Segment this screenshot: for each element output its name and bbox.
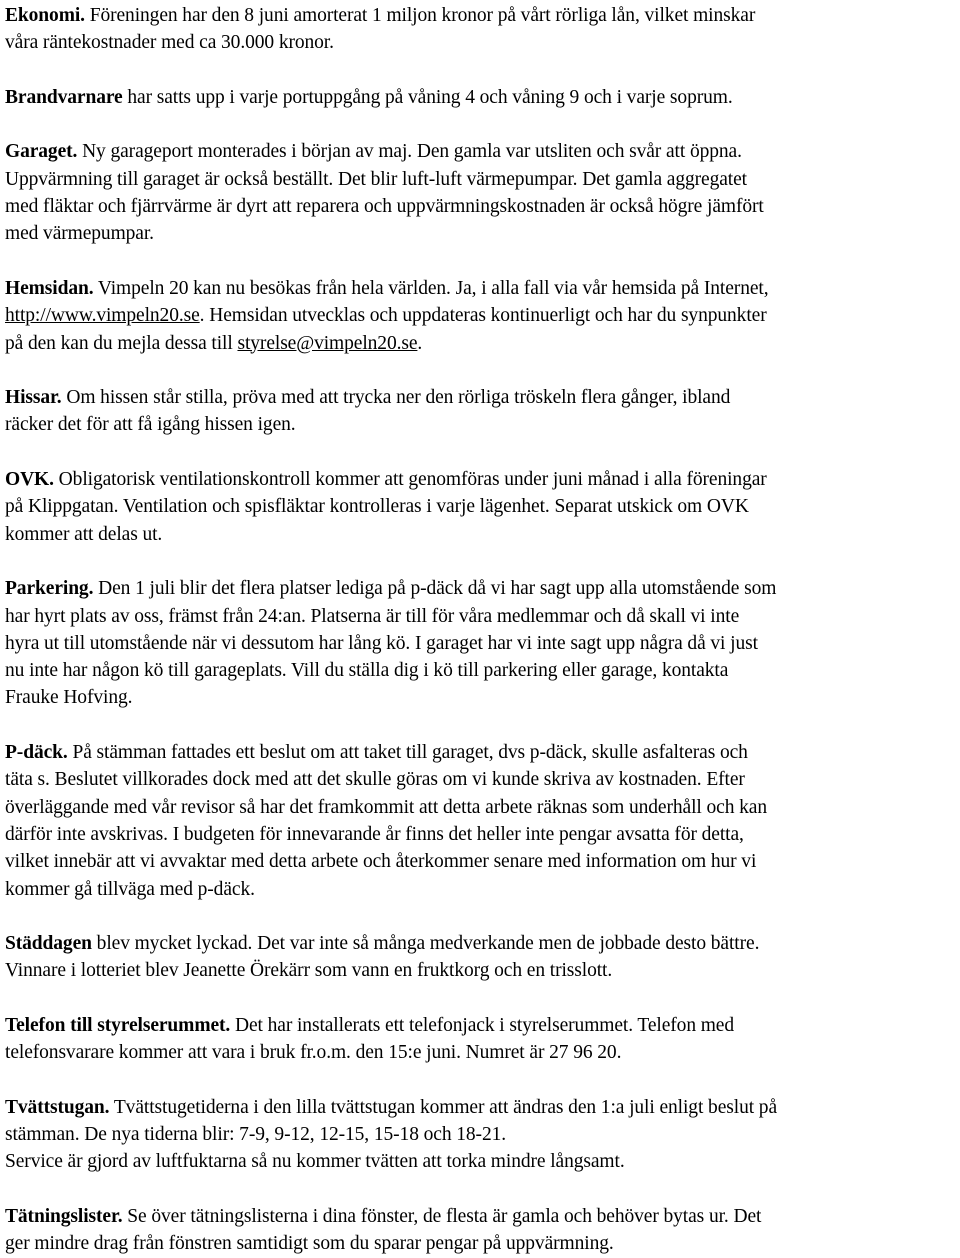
text-line (5, 930, 955, 957)
body-text: på den kan du mejla dessa till (5, 332, 238, 354)
body-text: överläggande med vår revisor så har det framkommit att detta arbete räknas som underhåll och kan (5, 796, 767, 818)
paragraph-gap (5, 111, 955, 138)
link[interactable]: http://www.vimpeln20.se (5, 305, 200, 327)
section-heading: Parkering. (5, 578, 94, 600)
body-text: Ny garageport monterades i början av maj. Den gamla var utsliten och svår att öppna. (77, 141, 742, 163)
body-text: blev mycket lyckad. Det var inte så många medverkande men de jobbade desto bättre. (91, 933, 760, 955)
text-line (5, 766, 955, 793)
section-heading: Garaget. (5, 141, 78, 163)
section-heading: Hissar. (5, 387, 62, 409)
text-line (5, 957, 955, 984)
body-text: stämman. De nya tiderna blir: 7-9, 9-12, 12-15, 15-18 och 18-21. (5, 1124, 507, 1146)
section-heading: Tätningslister. (5, 1206, 123, 1228)
body-text: med fläktar och fjärrvärme är dyrt att reparera och uppvärmningskostnaden är också högre jämfört (5, 196, 764, 218)
body-text: kommer gå tillväga med p-däck. (5, 878, 255, 900)
section-heading: Hemsidan. (5, 277, 94, 299)
paragraph-gap (5, 985, 955, 1012)
body-text: Obligatorisk ventilationskontroll kommer att genomföras under juni månad i alla föreningar (53, 469, 767, 491)
text-line (5, 657, 955, 684)
body-text: har satts upp i varje portuppgång på våning 4 och våning 9 och i varje soprum. (122, 86, 733, 108)
body-text: ger mindre drag från fönstren samtidigt som du sparar pengar på uppvärmning. (5, 1233, 614, 1255)
section-heading: P-däck. (5, 742, 68, 764)
body-text: vilket innebär att vi avvaktar med detta arbete och återkommer senare med information om hur vi (5, 851, 757, 873)
body-text: Vimpeln 20 kan nu besökas från hela världen. Ja, i alla fall via vår hemsida på Internet, (93, 277, 769, 299)
section-heading: Brandvarnare (5, 86, 123, 108)
paragraph-ovk (5, 466, 955, 548)
text-line (5, 876, 955, 903)
paragraph-hissar (5, 384, 955, 439)
paragraph-hemsidan (5, 275, 955, 357)
section-heading: Tvättstugan. (5, 1096, 110, 1118)
text-line (5, 330, 955, 357)
body-text: Vinnare i lotteriet blev Jeanette Örekärr som vann en fruktkorg och en trisslott. (5, 960, 613, 982)
paragraph-garaget (5, 138, 955, 247)
text-line (5, 1121, 955, 1148)
paragraph-gap (5, 712, 955, 739)
text-line (5, 384, 955, 411)
paragraph-gap (5, 439, 955, 466)
text-line (5, 302, 955, 329)
paragraph-gap (5, 903, 955, 930)
text-line (5, 684, 955, 711)
body-text: räcker det för att få igång hissen igen. (5, 414, 296, 436)
text-line (5, 220, 955, 247)
text-line (5, 2, 955, 29)
body-text: nu inte har någon kö till garageplats. Vill du ställa dig i kö till parkering eller garage, kontakta (5, 660, 729, 682)
body-text: På stämman fattades ett beslut om att taket till garaget, dvs p-däck, skulle asfalteras och (67, 742, 748, 764)
text-line (5, 193, 955, 220)
body-text: Uppvärmning till garaget är också beställt. Det blir luft-luft värmepumpar. Det gamla aggregatet (5, 168, 747, 190)
paragraph-ekonomi (5, 2, 955, 57)
text-line (5, 1230, 955, 1257)
paragraph-tatningslister (5, 1203, 955, 1258)
text-line (5, 1039, 955, 1066)
body-text: Frauke Hofving. (5, 687, 133, 709)
text-line (5, 630, 955, 657)
body-text: . (417, 332, 423, 354)
body-text: med värmepumpar. (5, 223, 154, 245)
text-line (5, 739, 955, 766)
text-line (5, 575, 955, 602)
body-text: Den 1 juli blir det flera platser lediga på p-däck då vi har sagt upp alla utomstående som (93, 578, 777, 600)
text-line (5, 1012, 955, 1039)
body-text: har hyrt plats av oss, främst från 24:an. Platserna är till för våra medlemmar och då skall vi inte (5, 605, 740, 627)
paragraph-parkering (5, 575, 955, 711)
paragraph-gap (5, 57, 955, 84)
paragraph-gap (5, 248, 955, 275)
text-line (5, 493, 955, 520)
body-text: Service är gjord av luftfuktarna så nu kommer tvätten att torka mindre långsamt. (5, 1151, 625, 1173)
body-text: Om hissen står stilla, pröva med att trycka ner den rörliga tröskeln flera gånger, ibland (61, 387, 731, 409)
text-line (5, 1148, 955, 1175)
section-heading: Telefon till styrelserummet. (5, 1014, 231, 1036)
section-heading: Städdagen (5, 933, 92, 955)
text-line (5, 138, 955, 165)
text-line (5, 275, 955, 302)
paragraph-gap (5, 1176, 955, 1203)
text-line (5, 603, 955, 630)
paragraph-gap (5, 548, 955, 575)
text-line (5, 29, 955, 56)
text-line (5, 521, 955, 548)
body-text: på Klippgatan. Ventilation och spisfläktar kontrolleras i varje lägenhet. Separat utskick om OVK (5, 496, 749, 518)
paragraph-gap (5, 357, 955, 384)
text-line (5, 1094, 955, 1121)
text-line (5, 1203, 955, 1230)
text-line (5, 166, 955, 193)
text-line (5, 411, 955, 438)
text-line (5, 84, 955, 111)
body-text: våra räntekostnader med ca 30.000 kronor. (5, 32, 334, 54)
body-text: . Hemsidan utvecklas och uppdateras kontinuerligt och har du synpunkter (199, 305, 767, 327)
body-text: Föreningen har den 8 juni amorterat 1 miljon kronor på vårt rörliga lån, vilket minskar (84, 5, 756, 26)
body-text: täta s. Beslutet villkorades dock med att det skulle göras om vi kunde skriva av kostnaden. Efter (5, 769, 745, 791)
link[interactable]: styrelse@vimpeln20.se (237, 332, 418, 354)
body-text: hyra ut till utomstående när vi dessutom har lång kö. I garaget har vi inte sagt upp några då vi just (5, 632, 758, 654)
text-line (5, 466, 955, 493)
paragraph-gap (5, 1067, 955, 1094)
paragraph-brandvarnare (5, 84, 955, 111)
paragraph-p-dack (5, 739, 955, 903)
body-text: Se över tätningslisterna i dina fönster, de flesta är gamla och behöver bytas ur. Det (122, 1206, 762, 1228)
text-line (5, 848, 955, 875)
body-text: kommer att delas ut. (5, 523, 163, 545)
body-text: telefonsvarare kommer att vara i bruk fr.o.m. den 15:e juni. Numret är 27 96 20. (5, 1042, 622, 1064)
body-text: Det har installerats ett telefonjack i styrelserummet. Telefon med (230, 1014, 735, 1036)
body-text: Tvättstugetiderna i den lilla tvättstugan kommer att ändras den 1:a juli enligt beslut på (109, 1096, 778, 1118)
section-heading: Ekonomi. (5, 5, 85, 26)
section-heading: OVK. (5, 469, 54, 491)
paragraph-telefon (5, 1012, 955, 1067)
paragraph-tvattstugan (5, 1094, 955, 1176)
paragraph-staddagen (5, 930, 955, 985)
document-page (5, 2, 955, 1258)
body-text: därför inte avskrivas. I budgeten för innevarande år finns det heller inte pengar avsatta för detta, (5, 823, 744, 845)
text-line (5, 794, 955, 821)
text-line (5, 821, 955, 848)
